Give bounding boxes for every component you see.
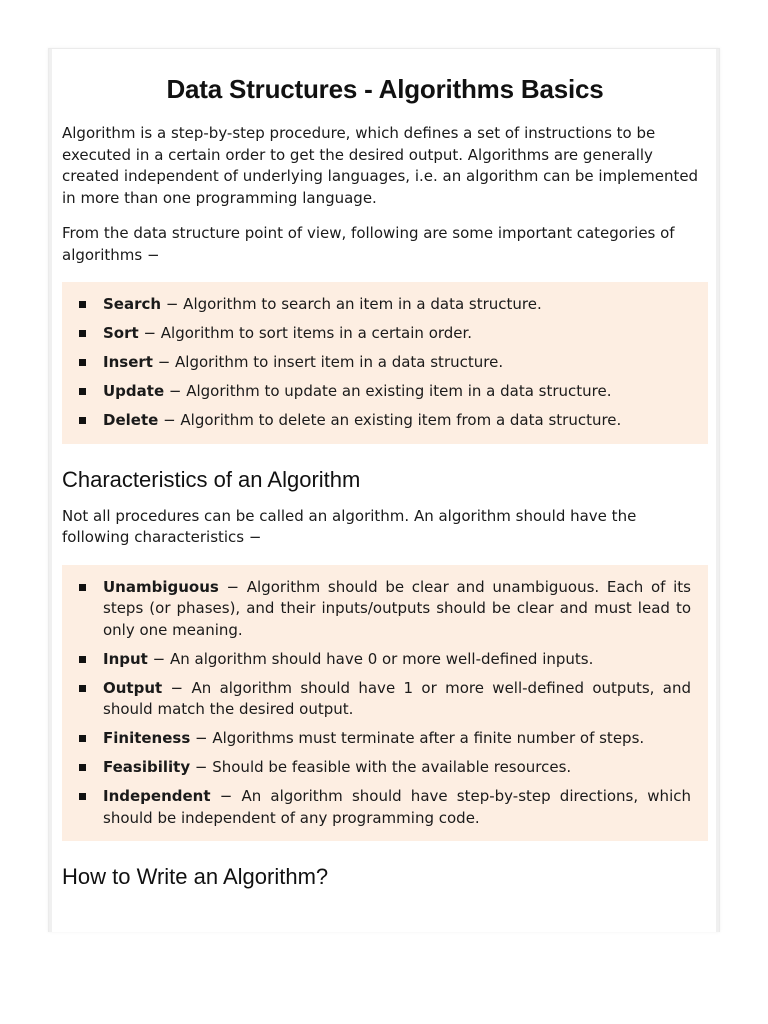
- square-bullet-icon: [79, 584, 86, 591]
- list-item-term: Search: [103, 295, 162, 313]
- list-item-desc: − Algorithm to search an item in a data structure.: [161, 295, 542, 313]
- list-item-term: Delete: [103, 411, 159, 429]
- list-item-term: Unambiguous: [103, 577, 219, 596]
- list-item-term: Independent: [103, 787, 211, 805]
- list-item-term: Feasibility: [103, 758, 191, 776]
- categories-box: [62, 282, 708, 444]
- list-item: [79, 294, 691, 316]
- square-bullet-icon: [79, 685, 86, 692]
- list-item: [79, 757, 691, 779]
- list-item: [79, 649, 691, 671]
- list-item: [79, 577, 691, 642]
- list-item: [79, 786, 691, 829]
- list-item-term: Output: [103, 678, 163, 697]
- list-item-desc: − Algorithm to delete an existing item from a data structure.: [158, 411, 622, 429]
- list-item-desc: − Algorithm to sort items in a certain order.: [138, 324, 473, 342]
- square-bullet-icon: [79, 793, 86, 800]
- list-item: [79, 352, 691, 374]
- list-item-desc: − An algorithm should have 1 or more well-defined outputs, and should match the desired output.: [103, 678, 691, 718]
- list-item-desc: − Algorithm to insert item in a data structure.: [152, 353, 504, 371]
- list-item: [79, 678, 691, 721]
- intro-paragraph: Algorithm is a step-by-step procedure, which defines a set of instructions to be executed in a certain order to get the desired output. Algorithms are generally created independent of underlying languages, i.e. an algorithm can be implemented in more than one programming language.: [62, 124, 699, 207]
- characteristics-box: [62, 565, 708, 842]
- list-item-desc: − An algorithm should have step-by-step directions, which should be independent of any programming code.: [103, 787, 691, 827]
- list-item: [79, 323, 691, 345]
- how-to-write-heading: How to Write an Algorithm?: [62, 864, 329, 889]
- characteristics-list: [79, 577, 691, 830]
- article-content: [62, 49, 708, 891]
- square-bullet-icon: [79, 330, 86, 337]
- list-item-desc: − Algorithms must terminate after a finite number of steps.: [190, 729, 645, 747]
- square-bullet-icon: [79, 301, 86, 308]
- list-item: [79, 728, 691, 750]
- list-item-desc: − Algorithm should be clear and unambiguous. Each of its steps (or phases), and their inputs/outputs should be clear and must lead to only one meaning.: [103, 577, 691, 639]
- list-item-term: Finiteness: [103, 729, 191, 747]
- square-bullet-icon: [79, 656, 86, 663]
- square-bullet-icon: [79, 735, 86, 742]
- categories-list: [79, 294, 691, 432]
- article-card: [48, 48, 720, 932]
- list-item: [79, 381, 691, 403]
- square-bullet-icon: [79, 764, 86, 771]
- list-item-desc: − An algorithm should have 0 or more well-defined inputs.: [147, 649, 594, 668]
- square-bullet-icon: [79, 359, 86, 366]
- list-item-term: Insert: [103, 353, 153, 371]
- list-item-term: Sort: [103, 324, 139, 342]
- page-title: Data Structures - Algorithms Basics: [166, 74, 604, 104]
- list-item-term: Update: [103, 382, 165, 400]
- characteristics-heading: Characteristics of an Algorithm: [62, 466, 361, 492]
- square-bullet-icon: [79, 388, 86, 395]
- categories-intro-paragraph: From the data structure point of view, following are some important categories of algorithms −: [62, 224, 675, 264]
- list-item: [79, 410, 691, 432]
- characteristics-intro-paragraph: Not all procedures can be called an algorithm. An algorithm should have the following characteristics −: [62, 506, 637, 546]
- list-item-desc: − Algorithm to update an existing item in a data structure.: [164, 382, 612, 400]
- list-item-term: Input: [103, 649, 148, 668]
- list-item-desc: − Should be feasible with the available resources.: [190, 758, 572, 776]
- square-bullet-icon: [79, 417, 86, 424]
